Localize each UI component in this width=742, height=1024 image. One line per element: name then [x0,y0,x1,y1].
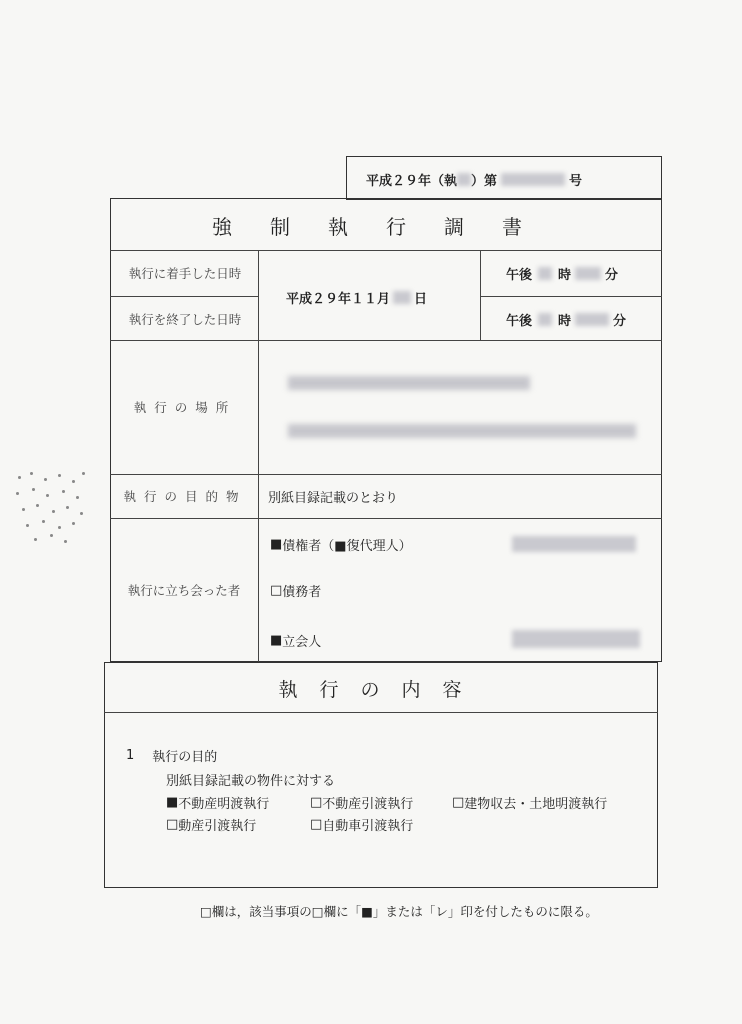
item-subtitle: 別紙目録記載の物件に対する [166,773,336,789]
document-title: 強制執行調書 [212,214,560,239]
attendee-witness: ■ 立会人 [270,632,322,650]
end-time: 午後 時 分 [506,313,627,329]
redacted-address-line-2 [288,424,636,438]
redacted-block [538,313,552,326]
redacted-address-line-1 [288,376,530,390]
redacted-block [501,173,565,186]
redacted-block [575,313,609,326]
redacted-name [512,536,636,552]
start-datetime-label: 執行に着手した日時 [128,266,242,281]
option-real-estate-delivery: □ 不動産引渡執行 [310,794,414,812]
redacted-block [393,291,411,304]
option-vehicle-delivery: □ 自動車引渡執行 [310,816,414,834]
case-number: 平成２９年（執 ）第 号 [366,173,583,189]
attendee-creditor: ■ 債権者（■復代理人） [270,536,412,554]
option-movable-delivery: □ 動産引渡執行 [166,816,257,834]
content-heading: 執行の内容 [278,678,484,701]
place-label: 執行の場所 [133,400,237,415]
option-real-estate-eviction: ■ 不動産明渡執行 [166,794,270,812]
scan-artifact-dots [14,470,94,550]
redacted-name [512,630,640,648]
item-heading: 1 執行の目的 [126,747,218,765]
object-label: 執行の目的物 [123,489,247,504]
redacted-block [575,267,601,280]
execution-date: 平成２９年１１月 日 [286,291,428,307]
redacted-block [538,267,552,280]
redacted-block [457,173,471,186]
start-time: 午後 時 分 [506,267,619,283]
footnote: □欄は，該当事項の□欄に「■」または「レ」印を付したものに限る。 [200,904,598,919]
end-datetime-label: 執行を終了した日時 [128,312,242,327]
option-building-removal: □ 建物収去・土地明渡執行 [452,794,608,812]
attendee-debtor: □ 債務者 [270,582,322,600]
attendees-label: 執行に立ち会った者 [127,583,241,598]
object-value: 別紙目録記載のとおり [268,490,399,506]
